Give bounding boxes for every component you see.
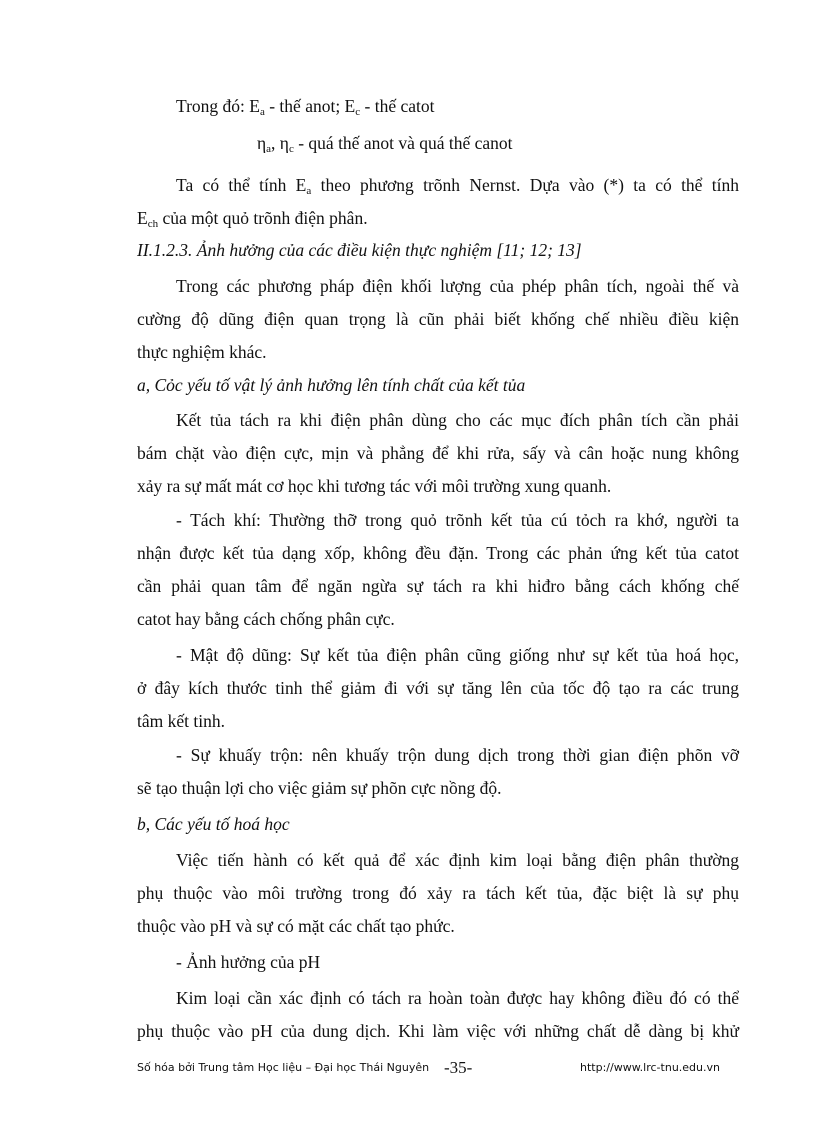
text-line: nhận được kết tủa dạng xốp, không đều đặn. Trong các phản ứng kết tủa catot (137, 543, 739, 563)
footer-url[interactable]: http://www.lrc-tnu.edu.vn (580, 1061, 720, 1074)
text-line: cường độ dũng điện quan trọng là cũn phải biết khống chế nhiều điều kiện (137, 309, 739, 329)
text-line: - Tách khí: Thường thỡ trong quỏ trõnh kết tủa cú tỏch ra khớ, người ta (176, 510, 739, 530)
section-heading: II.1.2.3. Ảnh hưởng của các điều kiện thực nghiệm [11; 12; 13] (137, 240, 582, 260)
text-line: bám chặt vào điện cực, mịn và phẳng để khi rửa, sấy và cân hoặc nung không (137, 443, 739, 463)
text-line: Kim loại cần xác định có tách ra hoàn toàn được hay không điều đó có thể (176, 988, 739, 1008)
subsection-heading: b, Các yếu tố hoá học (137, 814, 290, 834)
text-line: - Ảnh hưởng của pH (176, 952, 321, 972)
text-line: Việc tiến hành có kết quả để xác định kim loại bằng điện phân thường (176, 850, 739, 870)
text-line: thuộc vào pH và sự có mặt các chất tạo phức. (137, 916, 455, 936)
page-number: -35- (444, 1058, 473, 1077)
text-line: xảy ra sự mất mát cơ học khi tương tác với môi trường xung quanh. (137, 476, 612, 496)
text-line: ở đây kích thước tinh thể giảm đi với sự tăng lên của tốc độ tạo ra các trung (137, 678, 739, 698)
text-line: tâm kết tinh. (137, 711, 225, 731)
text-line: cần phải quan tâm để ngăn ngừa sự tách ra khi hiđro bằng cách khống chế (137, 576, 739, 596)
text-line: sẽ tạo thuận lợi cho việc giảm sự phõn cực nồng độ. (137, 778, 502, 798)
text-line: thực nghiệm khác. (137, 342, 267, 362)
text-line: Ta có thể tính $E_a$ theo phương trõnh Nernst. Dựa vào (*) ta có thể tính (176, 175, 739, 197)
text-line: Trong đó: $E_a$ - thế anot; $E_c$ - thế catot (176, 96, 435, 118)
text-line: Kết tủa tách ra khi điện phân dùng cho các mục đích phân tích cần phải (176, 410, 739, 430)
text-line: $\eta_a$, $\eta_c$ - quá thế anot và quá thế canot (257, 133, 513, 155)
text-line: - Sự khuấy trộn: nên khuấy trộn dung dịch trong thời gian điện phõn vỡ (176, 745, 739, 765)
text-line: phụ thuộc vào pH của dung dịch. Khi làm việc với những chất dễ dàng bị khử (137, 1021, 739, 1041)
text-line: Trong các phương pháp điện khối lượng của phép phân tích, ngoài thế và (176, 276, 739, 296)
text-line: $E_{ch}$ của một quỏ trõnh điện phân. (137, 208, 368, 230)
footer-source: Số hóa bởi Trung tâm Học liệu – Đại học Thái Nguyên (137, 1061, 430, 1074)
text-line: catot hay bằng cách chống phân cực. (137, 609, 395, 629)
text-line: phụ thuộc vào môi trường trong đó xảy ra tách kết tủa, đặc biệt là sự phụ (137, 883, 739, 903)
subsection-heading: a, Cỏc yếu tố vật lý ảnh hưởng lên tính chất của kết tủa (137, 375, 526, 395)
text-line: - Mật độ dũng: Sự kết tủa điện phân cũng giống như sự kết tủa hoá học, (176, 645, 739, 665)
